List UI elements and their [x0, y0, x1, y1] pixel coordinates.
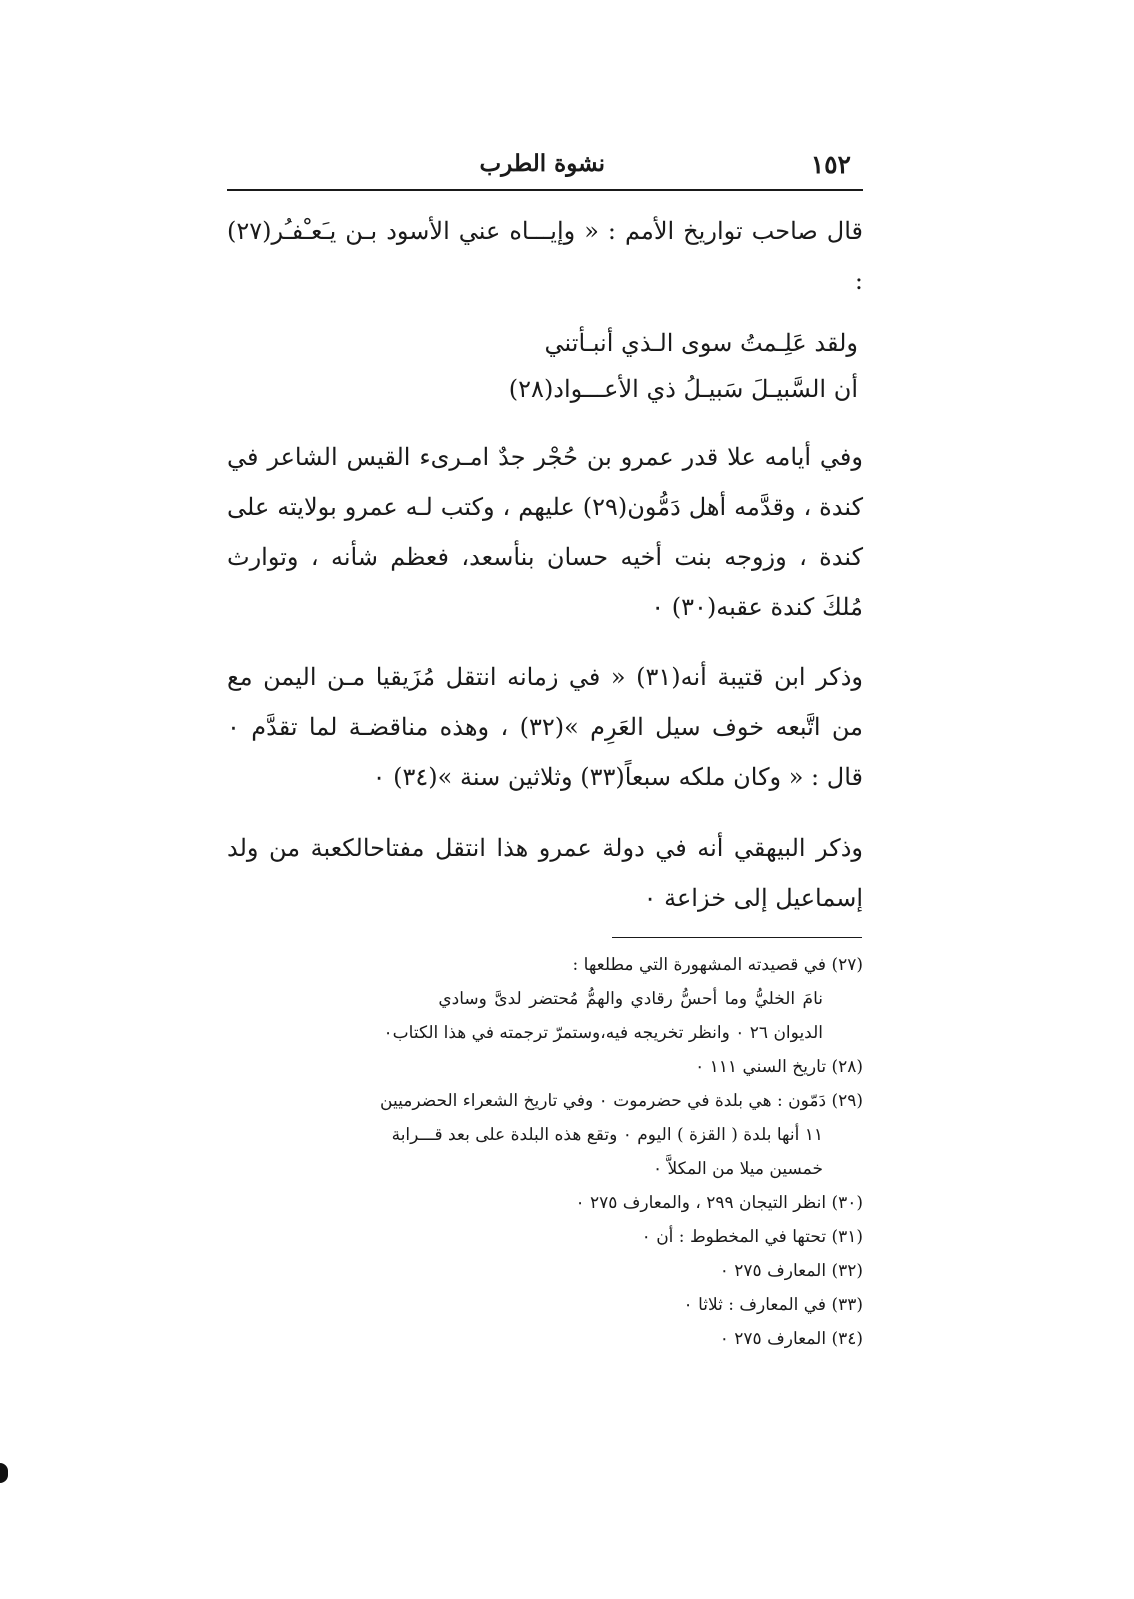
footnote-27	[227, 948, 863, 1050]
footnote-29-continuation-2: خمسين ميلا من المكلاَّ ٠	[652, 1159, 823, 1179]
paragraph-2: وفي أيامه علا قدر عمرو بن حُجْر جدٌ امـرىء القيس الشاعر في كندة ، وقدَّمه أهل دَمُّون(٢٩) عليهم ، وكتب لـه عمرو بولايته على كندة ، وزوجه بنت أخيه حسان بنأسعد، فعظم شأنه ، وتوارث مُلكَ كندة عقبه(٣٠) ٠	[227, 443, 864, 621]
footnote-27-verse: نامَ الخليُّ وما أحسُّ رقادي والهمُّ مُحتضر لدىَّ وسادي	[438, 989, 823, 1009]
paragraph-4: وذكر البيهقي أنه في دولة عمرو هذا انتقل مفتاحالكعبة من ولد إسماعيل إلى خزاعة ٠	[227, 834, 863, 912]
footnote-27-text: (٢٧) في قصيدته المشهورة التي مطلعها :	[572, 955, 863, 975]
footnote-29-text: (٢٩) دَمّون : هي بلدة في حضرموت ٠ وفي تاريخ الشعراء الحضرميين	[380, 1091, 863, 1111]
verse-second-hemistich: أن السَّبيـلَ سَبيـلُ ذي الأعـــواد(٢٨)	[508, 375, 858, 403]
footnote-32: (٣٢) المعارف ٢٧٥ ٠	[719, 1261, 863, 1281]
footnotes	[227, 948, 863, 1356]
running-title: نشوة الطرب	[479, 150, 605, 177]
footnote-29	[227, 1084, 863, 1186]
footnote-33: (٣٣) في المعارف : ثلاثا ٠	[683, 1295, 863, 1315]
footnote-27-continuation: الديوان ٢٦ ٠ وانظر تخريجه فيه،وستمرّ ترجمته في هذا الكتاب٠	[383, 1023, 823, 1043]
verse-first-hemistich: ولقد عَلِـمتُ سوى الـذي أنبـأتني	[544, 329, 858, 357]
footnote-31: (٣١) تحتها في المخطوط : أن ٠	[641, 1227, 863, 1247]
paragraph-1: قال صاحب تواريخ الأمم : « وإيـــاه عني الأسود بـن يـَعـْفـُر(٢٧) :	[227, 217, 863, 295]
footnote-30: (٣٠) انظر التيجان ٢٩٩ ، والمعارف ٢٧٥ ٠	[575, 1193, 863, 1213]
page-header	[227, 150, 863, 186]
footnote-29-continuation-1: ١١ أنها بلدة ( القزة ) اليوم ٠ وتقع هذه البلدة على بعد قـــرابة	[391, 1125, 823, 1145]
footnote-34: (٣٤) المعارف ٢٧٥ ٠	[719, 1329, 863, 1349]
poem-verse	[227, 320, 863, 412]
scan-margin-mark	[0, 1463, 8, 1483]
footnote-28: (٢٨) تاريخ السني ١١١ ٠	[695, 1057, 863, 1077]
footnote-rule	[612, 937, 862, 938]
page-number: ١٥٢	[810, 150, 851, 179]
paragraph-3: وذكر ابن قتيبة أنه(٣١) « في زمانه انتقل مُزَيقيا مـن اليمن مع من اتَّبعه خوف سيل العَرِم »(٣٢) ، وهذه مناقضـة لما تقدَّم ٠ قال : « وكان ملكه سبعاً(٣٣) وثلاثين سنة »(٣٤) ٠	[227, 663, 864, 791]
header-rule	[227, 189, 863, 191]
